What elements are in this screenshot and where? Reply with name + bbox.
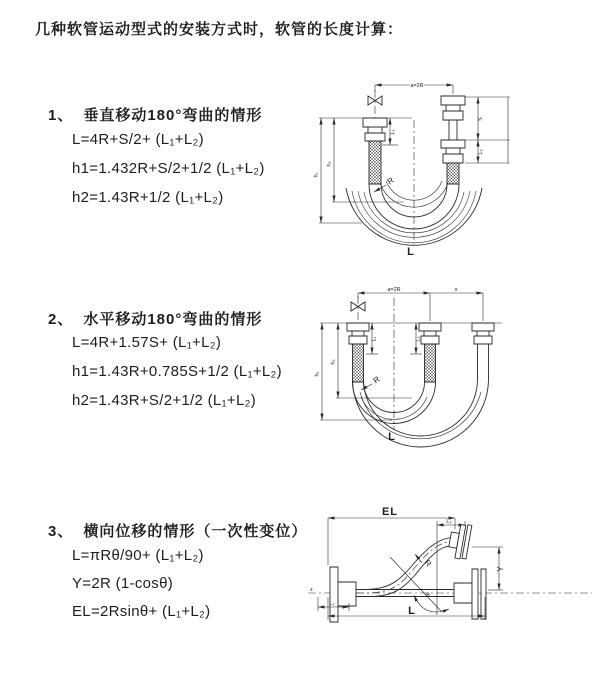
- braided-hose-right: [447, 163, 459, 184]
- dim-h1-label: h₁: [314, 371, 321, 377]
- section1-number: 1、: [48, 107, 74, 124]
- braided-hose-left: [369, 141, 381, 184]
- dim-a2r: [375, 83, 453, 94]
- section3-formula-1: L=πRθ/90+ (L₁+L₂): [72, 547, 204, 564]
- dim-el: [328, 506, 455, 565]
- middle-pipe-fitting: [419, 323, 441, 382]
- section1-formula-2: h1=1.432R+S/2+1/2 (L₁+L₂): [72, 160, 265, 177]
- radius-label: R: [371, 374, 382, 386]
- diagram-horizontal-bend: [312, 282, 597, 454]
- section2-formula-3: h2=1.43R+S/2+1/2 (L₁+L₂): [72, 392, 257, 409]
- right-pipe-fitting: [441, 96, 465, 184]
- dim-l2-label: L₂: [415, 336, 422, 342]
- section1-formula-1: L=4R+S/2+ (L₁+L₂): [72, 131, 204, 148]
- s-curve-hose: [356, 537, 456, 597]
- radius-label: R: [422, 558, 434, 569]
- left-pipe-fitting: [363, 118, 387, 184]
- valve-icon: [351, 296, 365, 323]
- radius-callout: [415, 554, 433, 569]
- valve-icon: [368, 90, 382, 118]
- dim-a2r-label: a=2R: [410, 83, 424, 89]
- dim-h2-label: h₂: [326, 161, 333, 167]
- dim-a2r: [358, 287, 483, 321]
- dim-l2-label: L₂: [446, 519, 452, 525]
- section1-heading: [48, 104, 262, 125]
- left-pipe-fitting: [347, 323, 369, 382]
- dim-l2-label: L₂: [478, 149, 484, 155]
- dim-s: [465, 97, 510, 163]
- dim-l2: [478, 140, 484, 163]
- section2-heading-text: 水平移动180°弯曲的情形: [83, 311, 263, 328]
- diagram-lateral-displacement: [302, 497, 597, 655]
- length-label: L: [407, 246, 415, 258]
- straight-pipe: [356, 569, 486, 619]
- dim-s-label: S: [478, 117, 484, 121]
- angle-theta-label: θ: [426, 593, 430, 599]
- hose-ubend-arcs: [353, 379, 489, 447]
- length-label: L: [408, 605, 416, 617]
- upper-flange: [447, 522, 472, 560]
- dim-h2-label: h₂: [330, 359, 337, 365]
- section3-number: 3、: [48, 523, 74, 540]
- dim-h1: [314, 118, 413, 223]
- braided-hose-middle: [425, 344, 436, 382]
- section1-formula-3: h2=1.43R+1/2 (L₁+L₂): [72, 189, 224, 206]
- section2-formula-1: L=4R+1.57S+ (L₁+L₂): [72, 334, 222, 351]
- radius-label: R: [385, 175, 396, 187]
- dim-el-label: EL: [381, 506, 399, 518]
- section2-formula-2: h1=1.43R+0.785S+1/2 (L₁+L₂): [72, 363, 282, 380]
- dim-h2: [331, 323, 413, 398]
- page-title: 几种软管运动型式的安装方式时，软管的长度计算：: [35, 21, 404, 38]
- dim-h1-label: h₁: [313, 172, 320, 178]
- section3-formula-2: Y=2R (1-cosθ): [72, 575, 174, 592]
- section3-heading: [48, 520, 307, 541]
- section2-number: 2、: [48, 311, 74, 328]
- section3-formula-3: EL=2Rsinθ+ (L₁+L₂): [72, 603, 211, 620]
- right-pipe-fitting: [472, 323, 494, 379]
- dim-l1-label: L₁: [329, 601, 335, 607]
- braided-hose-left: [353, 344, 364, 382]
- dim-y-label: Y: [496, 566, 505, 572]
- dim-l1-label: L₁: [371, 336, 378, 342]
- axis-mark: z: [310, 587, 313, 593]
- dim-s-label: s: [454, 287, 458, 293]
- length-label: L: [388, 431, 396, 443]
- diagram-vertical-bend: [312, 72, 588, 264]
- section1-heading-text: 垂直移动180°弯曲的情形: [83, 107, 263, 124]
- dim-a2r-label: a=2R: [387, 287, 401, 293]
- section3-heading-text: 横向位移的情形（一次性变位）: [83, 523, 308, 540]
- dim-l1-label: L₁: [390, 129, 396, 135]
- section2-heading: [48, 308, 262, 329]
- left-flange: [330, 567, 356, 622]
